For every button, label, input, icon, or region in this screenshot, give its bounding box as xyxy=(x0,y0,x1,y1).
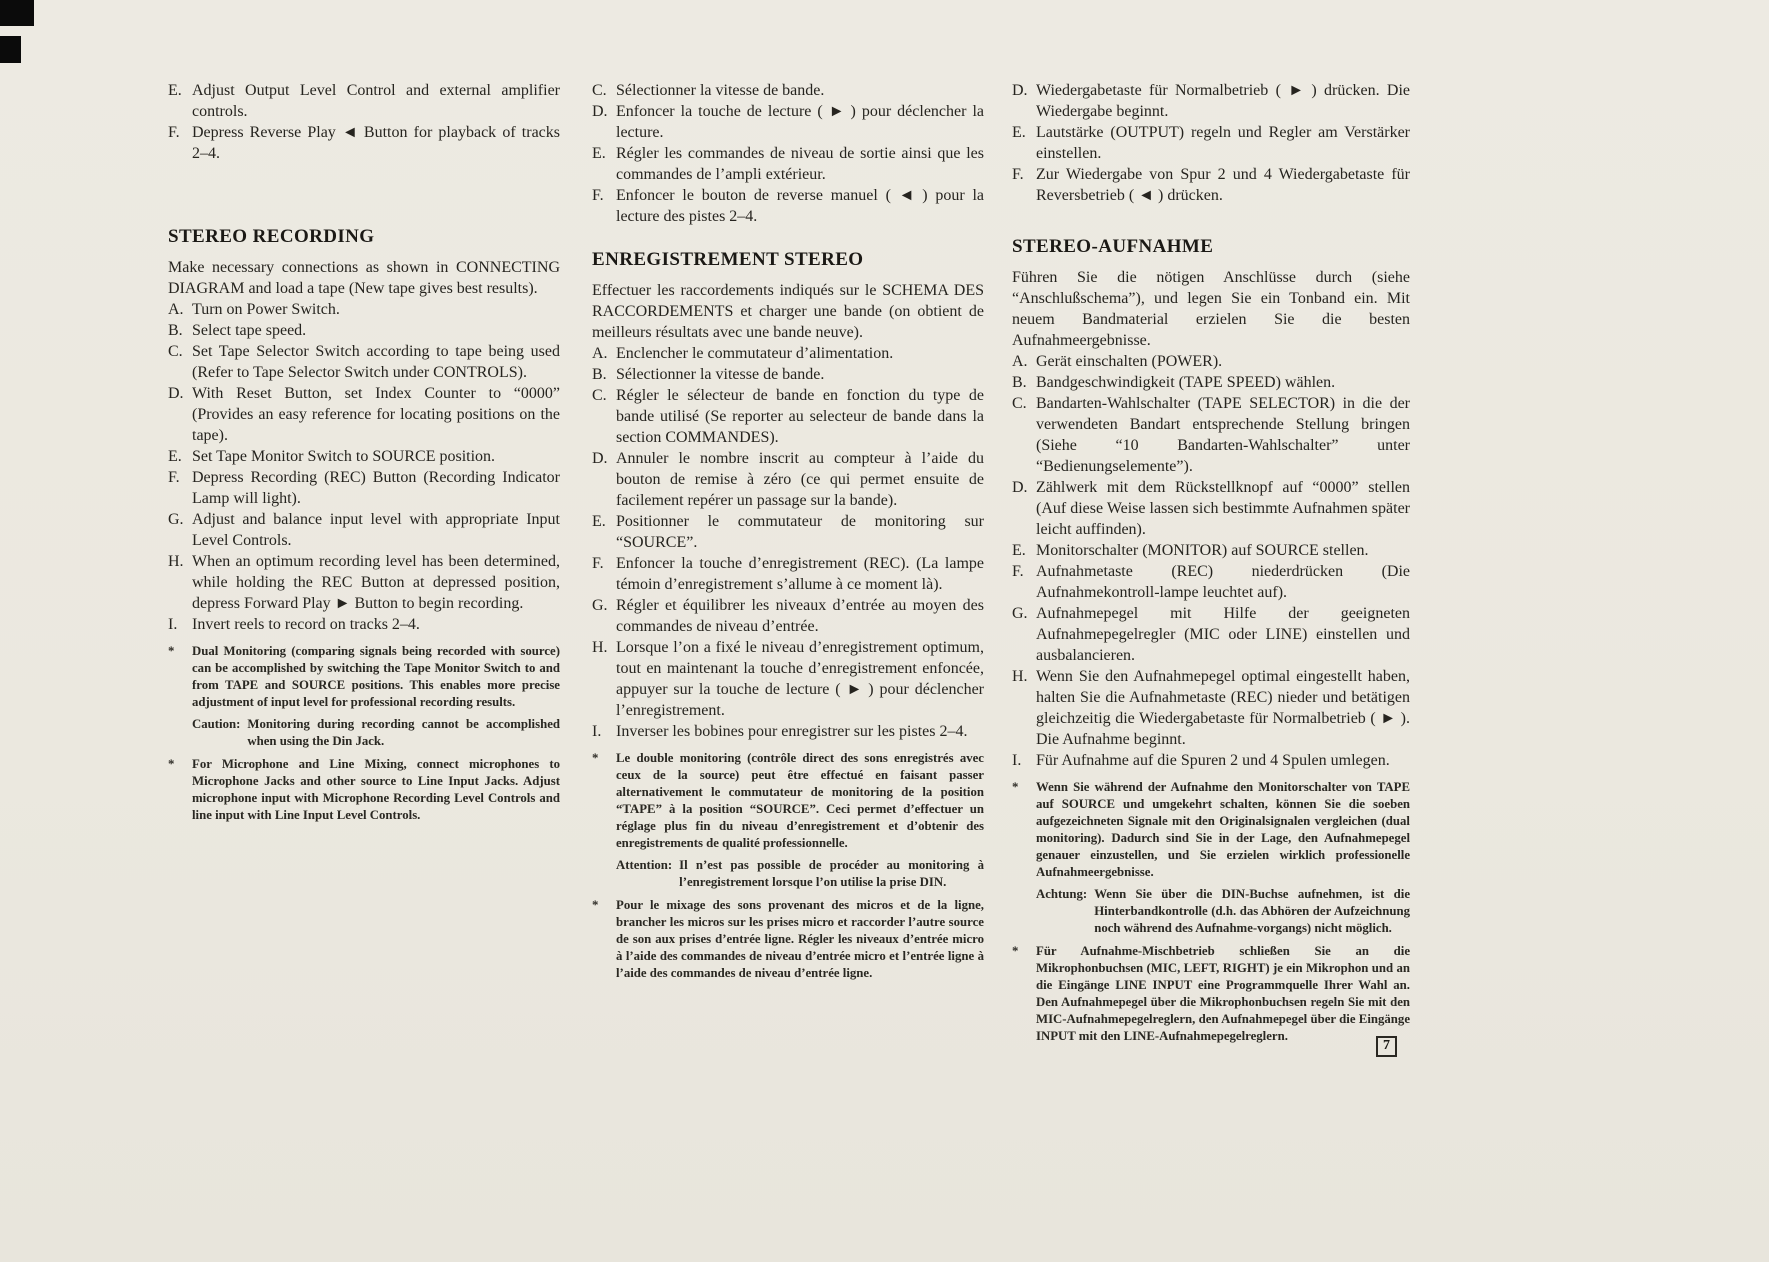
list-item xyxy=(592,721,984,742)
item-label: I. xyxy=(168,616,178,633)
footnote xyxy=(168,643,560,711)
item-text: Sélectionner la vitesse de bande. xyxy=(616,366,825,383)
column-french xyxy=(592,80,984,987)
item-text: Zählwerk mit dem Rückstellknopf auf “0000” stellen (Auf diese Weise lassen sich bestimmte Aufnahmen später leicht auffinden). xyxy=(1036,479,1410,538)
item-label: E. xyxy=(168,82,182,99)
item-text: Enfoncer la touche de lecture ( ► ) pour déclencher la lecture. xyxy=(616,103,984,141)
item-label: B. xyxy=(168,322,183,339)
item-text: Monitorschalter (MONITOR) auf SOURCE stellen. xyxy=(1036,542,1369,559)
list-item xyxy=(592,553,984,595)
item-text: With Reset Button, set Index Counter to “0000” (Provides an easy reference for locating positions on the tape). xyxy=(192,385,560,444)
item-label: F. xyxy=(592,555,604,572)
list-item xyxy=(168,80,560,122)
item-label: B. xyxy=(592,366,607,383)
list-item xyxy=(592,101,984,143)
list-item xyxy=(1012,750,1410,771)
item-label: H. xyxy=(1012,668,1028,685)
item-label: H. xyxy=(592,639,608,656)
section-heading-enregistrement-stereo: ENREGISTREMENT STEREO xyxy=(592,249,864,270)
page-number: 7 xyxy=(1376,1036,1397,1057)
list-item xyxy=(168,446,560,467)
list-item xyxy=(168,320,560,341)
item-label: D. xyxy=(168,385,184,402)
item-label: F. xyxy=(1012,166,1024,183)
caution-text: Monitoring during recording cannot be accomplished when using the Din Jack. xyxy=(247,717,560,748)
caution-note xyxy=(1036,886,1410,937)
item-text: Régler et équilibrer les niveaux d’entrée au moyen des commandes de niveau d’entrée. xyxy=(616,597,984,635)
item-text: Gerät einschalten (POWER). xyxy=(1036,353,1223,370)
steps-list-german xyxy=(1012,351,1410,771)
item-text: Turn on Power Switch. xyxy=(192,301,340,318)
item-label: F. xyxy=(168,469,180,486)
notes-english xyxy=(168,643,560,824)
caution-text: Il n’est pas possible de procéder au monitoring à l’enregistrement lorsque l’on utilise la prise DIN. xyxy=(679,858,984,889)
list-item xyxy=(168,383,560,446)
item-text: Invert reels to record on tracks 2–4. xyxy=(192,616,420,633)
caution-label: Achtung: xyxy=(1036,887,1088,901)
item-text: Régler le sélecteur de bande en fonction du type de bande utilisé (Se reporter au selecteur de bande dans la section COMMANDES). xyxy=(616,387,984,446)
section-lead: Führen Sie die nötigen Anschlüsse durch (siehe “Anschlußschema”), und legen Sie ein Tonband ein. Mit neuem Bandmaterial erzielen Sie die besten Aufnahmeergebnisse. xyxy=(1012,269,1410,349)
footnote-bullet: * xyxy=(1012,780,1019,794)
item-text: Depress Recording (REC) Button (Recording Indicator Lamp will light). xyxy=(192,469,560,507)
item-label: C. xyxy=(592,82,607,99)
caution-label: Attention: xyxy=(616,858,673,872)
item-text: Wiedergabetaste für Normalbetrieb ( ► ) drücken. Die Wiedergabe beginnt. xyxy=(1036,82,1410,120)
footnote-bullet: * xyxy=(1012,944,1019,958)
list-item xyxy=(168,299,560,320)
list-item xyxy=(592,448,984,511)
list-item xyxy=(1012,393,1410,477)
item-label: I. xyxy=(1012,752,1022,769)
list-item xyxy=(592,343,984,364)
item-label: E. xyxy=(592,513,606,530)
list-item xyxy=(592,511,984,553)
item-text: Lautstärke (OUTPUT) regeln und Regler am Verstärker einstellen. xyxy=(1036,124,1410,162)
item-label: A. xyxy=(592,345,608,362)
list-item xyxy=(592,637,984,721)
footnote xyxy=(168,756,560,824)
item-text: Select tape speed. xyxy=(192,322,307,339)
footnote-bullet: * xyxy=(592,898,599,912)
notes-french xyxy=(592,750,984,982)
item-text: Inverser les bobines pour enregistrer sur les pistes 2–4. xyxy=(616,723,968,740)
section-lead: Effectuer les raccordements indiqués sur le SCHEMA DES RACCORDEMENTS et charger une bande (on obtient de meilleurs résultats avec une bande neuve). xyxy=(592,282,984,341)
list-item xyxy=(168,341,560,383)
item-label: E. xyxy=(1012,124,1026,141)
item-label: D. xyxy=(592,103,608,120)
list-item xyxy=(592,80,984,101)
footnote-text: For Microphone and Line Mixing, connect microphones to Microphone Jacks and other source to Line Input Jacks. Adjust microphone input with Microphone Recording Level Controls and line input with Line Input Level Controls. xyxy=(192,757,560,822)
item-text: Aufnahmetaste (REC) niederdrücken (Die Aufnahmekontroll-lampe leuchtet auf). xyxy=(1036,563,1410,601)
column-english xyxy=(168,80,560,829)
item-label: G. xyxy=(592,597,608,614)
intro-list-english xyxy=(168,80,560,164)
footnote-text: Für Aufnahme-Mischbetrieb schließen Sie an die Mikrophonbuchsen (MIC, LEFT, RIGHT) je ein Mikrophon und an die Eingänge LINE INPUT eine Programmquelle Ihrer Wahl an. Den Aufnahmepegel über die Mikrophonbuchsen regeln Sie mit den MIC-Aufnahmepegelreglern, den Aufnahmepegel über die Eingänge INPUT mit den LINE-Aufnahmepegelreglern. xyxy=(1036,944,1410,1043)
section-heading-stereo-aufnahme: STEREO-AUFNAHME xyxy=(1012,236,1214,257)
item-label: D. xyxy=(592,450,608,467)
list-item xyxy=(1012,561,1410,603)
caution-label: Caution: xyxy=(192,717,241,731)
list-item xyxy=(592,185,984,227)
list-item xyxy=(168,467,560,509)
item-label: C. xyxy=(592,387,607,404)
item-text: Depress Reverse Play ◄ Button for playback of tracks 2–4. xyxy=(192,124,560,162)
footnote-text: Wenn Sie während der Aufnahme den Monitorschalter von TAPE auf SOURCE und umgekehrt schalten, können Sie die soeben aufgezeichneten Signale mit den Originalsignalen vergleichen (dual monitoring). Dadurch sind Sie in der Lage, den Aufnahmepegel genauer einzustellen, und Sie erzielen wirklich professionelle Aufnahmeergebnisse. xyxy=(1036,780,1410,879)
item-text: Set Tape Monitor Switch to SOURCE position. xyxy=(192,448,496,465)
list-item xyxy=(592,143,984,185)
item-label: D. xyxy=(1012,479,1028,496)
list-item xyxy=(1012,666,1410,750)
list-item xyxy=(1012,372,1410,393)
list-item xyxy=(1012,80,1410,122)
item-label: I. xyxy=(592,723,602,740)
item-text: Annuler le nombre inscrit au compteur à l’aide du bouton de remise à zéro (ce qui permet ensuite de facilement repérer un passage sur la bande). xyxy=(616,450,984,509)
item-text: Régler les commandes de niveau de sortie ainsi que les commandes de l’ampli extérieur. xyxy=(616,145,984,183)
list-item xyxy=(1012,540,1410,561)
steps-list-french xyxy=(592,343,984,742)
list-item xyxy=(592,364,984,385)
item-text: Bandarten-Wahlschalter (TAPE SELECTOR) in die der verwendeten Bandart entsprechende Stellung bringen (Siehe “10 Bandarten-Wahlschalter” unter “Bedienungselemente”). xyxy=(1036,395,1410,475)
item-text: Lorsque l’on a fixé le niveau d’enregistrement optimum, tout en maintenant la touche d’enregistrement enfoncée, appuyer sur la touche de lecture ( ► ) pour déclencher l’enregistrement. xyxy=(616,639,984,719)
list-item xyxy=(1012,122,1410,164)
item-text: Aufnahmepegel mit Hilfe der geeigneten Aufnahmepegelregler (MIC oder LINE) einstellen und ausbalancieren. xyxy=(1036,605,1410,664)
caution-text: Wenn Sie über die DIN-Buchse aufnehmen, ist die Hinterbandkontrolle (d.h. das Abhören der Aufzeichnung noch während des Aufnahme-vorgangs) nicht möglich. xyxy=(1094,887,1410,935)
item-label: C. xyxy=(1012,395,1027,412)
section-lead: Make necessary connections as shown in CONNECTING DIAGRAM and load a tape (New tape gives best results). xyxy=(168,259,560,297)
item-label: A. xyxy=(168,301,184,318)
item-label: F. xyxy=(592,187,604,204)
footnote xyxy=(1012,943,1410,1045)
footnote-text: Le double monitoring (contrôle direct des sons enregistrés avec ceux de la source) peut être effectué en faisant passer alternativement le commutateur de monitoring de la position “TAPE” à la position “SOURCE”. Ceci permet d’effectuer un réglage plus fin du niveau d’enregistrement et d’obtenir des enregistrements de qualité professionnelle. xyxy=(616,751,984,850)
item-label: G. xyxy=(168,511,184,528)
footnote xyxy=(1012,779,1410,881)
item-text: Für Aufnahme auf die Spuren 2 und 4 Spulen umlegen. xyxy=(1036,752,1390,769)
item-label: D. xyxy=(1012,82,1028,99)
caution-note xyxy=(192,716,560,750)
list-item xyxy=(168,551,560,614)
list-item xyxy=(168,614,560,635)
notes-german xyxy=(1012,779,1410,1045)
item-label: B. xyxy=(1012,374,1027,391)
item-text: Enfoncer le bouton de reverse manuel ( ◄ ) pour la lecture des pistes 2–4. xyxy=(616,187,984,225)
item-label: E. xyxy=(1012,542,1026,559)
item-text: Bandgeschwindigkeit (TAPE SPEED) wählen. xyxy=(1036,374,1336,391)
intro-list-german xyxy=(1012,80,1410,206)
item-text: Wenn Sie den Aufnahmepegel optimal eingestellt haben, halten Sie die Aufnahmetaste (REC) nieder und betätigen gleichzeitig die Wiedergabetaste für Normalbetrieb ( ► ). Die Aufnahme beginnt. xyxy=(1036,668,1410,748)
item-label: A. xyxy=(1012,353,1028,370)
item-label: F. xyxy=(1012,563,1024,580)
footnote-bullet: * xyxy=(168,757,175,771)
list-item xyxy=(1012,164,1410,206)
footnote-bullet: * xyxy=(168,644,175,658)
scan-artifact xyxy=(0,36,21,63)
item-text: Enclencher le commutateur d’alimentation. xyxy=(616,345,894,362)
scan-artifact xyxy=(0,0,34,26)
intro-list-french xyxy=(592,80,984,227)
footnote xyxy=(592,750,984,852)
list-item xyxy=(1012,477,1410,540)
steps-list-english xyxy=(168,299,560,635)
item-text: Enfoncer la touche d’enregistrement (REC). (La lampe témoin d’enregistrement s’allume à ce moment là). xyxy=(616,555,984,593)
footnote xyxy=(592,897,984,982)
section-heading-stereo-recording: STEREO RECORDING xyxy=(168,226,375,247)
item-label: F. xyxy=(168,124,180,141)
item-label: E. xyxy=(168,448,182,465)
item-text: Sélectionner la vitesse de bande. xyxy=(616,82,825,99)
item-label: H. xyxy=(168,553,184,570)
list-item xyxy=(592,595,984,637)
caution-note xyxy=(616,857,984,891)
item-label: G. xyxy=(1012,605,1028,622)
item-text: When an optimum recording level has been determined, while holding the REC Button at depressed position, depress Forward Play ► Button to begin recording. xyxy=(192,553,560,612)
footnote-text: Pour le mixage des sons provenant des micros et de la ligne, brancher les micros sur les prises micro et raccorder l’autre source de son aux prises d’entrée ligne. Régler les niveaux d’entrée micro à l’aide des commandes de niveau d’entrée micro et l’entrée ligne à l’aide des commandes de niveau d’entrée ligne. xyxy=(616,898,984,980)
item-text: Adjust Output Level Control and external amplifier controls. xyxy=(192,82,560,120)
column-german xyxy=(1012,80,1410,1050)
item-label: E. xyxy=(592,145,606,162)
footnote-bullet: * xyxy=(592,751,599,765)
list-item xyxy=(168,122,560,164)
list-item xyxy=(168,509,560,551)
list-item xyxy=(1012,351,1410,372)
item-text: Positionner le commutateur de monitoring sur “SOURCE”. xyxy=(616,513,984,551)
item-text: Set Tape Selector Switch according to tape being used (Refer to Tape Selector Switch under CONTROLS). xyxy=(192,343,560,381)
item-text: Zur Wiedergabe von Spur 2 und 4 Wiedergabetaste für Reversbetrieb ( ◄ ) drücken. xyxy=(1036,166,1410,204)
footnote-text: Dual Monitoring (comparing signals being recorded with source) can be accomplished by switching the Tape Monitor Switch to and from TAPE and SOURCE positions. This enables more precise adjustment of input level for professional recording results. xyxy=(192,644,560,709)
list-item xyxy=(1012,603,1410,666)
list-item xyxy=(592,385,984,448)
item-text: Adjust and balance input level with appropriate Input Level Controls. xyxy=(192,511,560,549)
item-label: C. xyxy=(168,343,183,360)
